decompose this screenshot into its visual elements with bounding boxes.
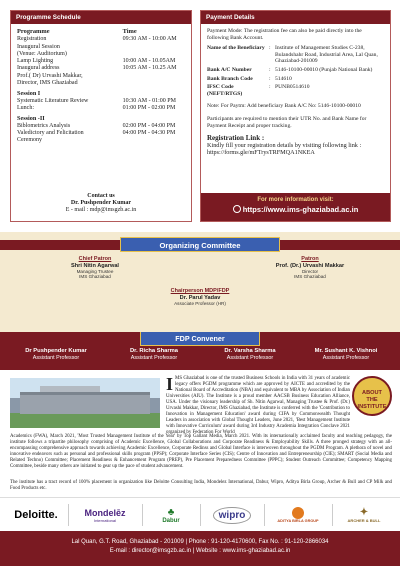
bank-field-separator: : bbox=[269, 66, 271, 73]
bank-field-value: Institute of Management Studies C-238, Bulandshahr Road, Industrial Area, Lal Quan, Ghaziabad-201009 bbox=[275, 45, 378, 65]
logo-divider bbox=[68, 504, 69, 526]
schedule-item-label: Biblometrics Analysis bbox=[17, 122, 71, 129]
bank-field-separator: : bbox=[269, 75, 271, 82]
schedule-item-time: 10:05 AM - 10.25 AM bbox=[122, 65, 177, 72]
bank-field-label: Bank Branch Code bbox=[207, 75, 253, 82]
chief-patron-role: Chief Patron bbox=[78, 256, 112, 262]
schedule-item-time: 10:00 AM - 10.05AM bbox=[122, 58, 176, 65]
chairperson bbox=[140, 288, 260, 306]
chief-patron-desig-1: Managing Trustee bbox=[76, 269, 114, 274]
fdp-title: FDP Convener bbox=[140, 332, 260, 346]
chief-patron bbox=[40, 256, 150, 279]
schedule-item-label: (Venue: Auditorium) bbox=[17, 50, 67, 57]
bank-field-value: PUNB0514610 bbox=[275, 84, 310, 91]
schedule-row bbox=[17, 36, 186, 43]
chief-patron-name: Shri Nitin Agarwal bbox=[71, 263, 119, 269]
about-institute-section bbox=[0, 370, 400, 497]
schedule-row bbox=[17, 51, 186, 58]
schedule-head-time: Time bbox=[122, 28, 137, 35]
schedule-head-programme: Programme bbox=[17, 28, 50, 35]
aditya-birla-logo bbox=[268, 504, 328, 526]
about-badge bbox=[352, 376, 392, 416]
convener-1 bbox=[6, 348, 106, 361]
bank-details-grid bbox=[207, 45, 384, 97]
schedule-item-time bbox=[123, 44, 186, 51]
paytm-note: Note: For Paytm: Add beneficiary Bank A/C No: 5146-10100-00010 bbox=[207, 103, 361, 110]
contact-email[interactable]: E - mail : mdp@imsgzb.ac.in bbox=[65, 207, 137, 213]
bank-field-label: Name of the Beneficiary bbox=[207, 45, 265, 52]
bank-field-separator: : bbox=[269, 84, 271, 91]
schedule-item-time bbox=[123, 73, 186, 80]
utr-note: Participants are required to mention their UTR No. and Bank Name for Payment Receipt and proper tracking. bbox=[207, 115, 367, 129]
patron-desig-2: IMS Ghaziabad bbox=[294, 274, 326, 279]
dropcap: I bbox=[166, 374, 174, 394]
schedule-item-label: Registration bbox=[17, 36, 47, 43]
schedule-item-time bbox=[123, 80, 186, 87]
schedule-item-label: Valedictory and Felicitation bbox=[17, 129, 84, 136]
convener-3 bbox=[200, 348, 300, 361]
globe-icon bbox=[233, 205, 241, 213]
footer-address: Lal Quan, G.T. Road, Ghaziabad - 201009 | Phone : 91-120-4170600, Fax No. : 91-120-2866034 bbox=[71, 539, 329, 545]
contact-name: Dr. Pushpender Kumar bbox=[70, 200, 132, 206]
organizing-committee-section bbox=[0, 232, 400, 332]
convener-desig: Assistant Professor bbox=[130, 355, 178, 361]
about-badge-line-3: INSTITUTE bbox=[357, 404, 387, 410]
schedule-item-label: Ceremony bbox=[17, 137, 42, 144]
schedule-row bbox=[17, 80, 186, 87]
schedule-row bbox=[17, 137, 186, 144]
chairperson-desig: Associate Professor (HR) bbox=[174, 301, 226, 306]
session-1-heading: Session I bbox=[17, 90, 41, 98]
schedule-item-label: Lamp Lighting bbox=[17, 58, 54, 65]
footer bbox=[0, 531, 400, 566]
schedule-item-label: Systematic Literature Review bbox=[17, 97, 89, 104]
schedule-item-time: 01:00 PM - 02:00 PM bbox=[122, 104, 176, 111]
convener-name: Mr. Sushant K. Vishnoi bbox=[314, 348, 378, 354]
about-badge-line-1: ABOUT bbox=[362, 390, 382, 396]
schedule-item-time bbox=[123, 51, 186, 58]
campus-photo bbox=[10, 378, 160, 428]
archer-bull-logo-text: ARCHER & BULL bbox=[347, 518, 381, 523]
patron bbox=[250, 256, 370, 279]
aditya-birla-logo-text: ADITYA BIRLA GROUP bbox=[277, 519, 319, 523]
patron-name: Prof. (Dr.) Urvashi Makkar bbox=[275, 263, 345, 269]
schedule-item-time: 02:00 PM - 04:00 PM bbox=[122, 122, 176, 129]
logo-divider bbox=[142, 504, 143, 526]
wipro-logo bbox=[204, 504, 260, 526]
schedule-row bbox=[17, 58, 186, 65]
more-info-banner bbox=[201, 193, 390, 221]
logo-divider bbox=[264, 504, 265, 526]
logo-divider bbox=[332, 504, 333, 526]
mondelez-logo bbox=[72, 504, 138, 526]
convener-name: Dr. Richa Sharma bbox=[129, 348, 178, 354]
dabur-logo-text: Dabur bbox=[162, 517, 180, 524]
deloitte-logo bbox=[8, 504, 64, 526]
schedule-item-label: Inaugural Session bbox=[17, 43, 60, 50]
archer-bull-logo bbox=[336, 504, 392, 526]
website-url[interactable]: https://www.ims-ghaziabad.ac.in bbox=[242, 205, 359, 214]
top-section bbox=[0, 0, 400, 232]
programme-schedule-box bbox=[10, 10, 192, 222]
contact-label: Contact us bbox=[87, 193, 115, 199]
payment-details-box bbox=[200, 10, 391, 222]
deloitte-logo-text: Deloitte. bbox=[14, 509, 58, 521]
recruiter-logos-strip bbox=[0, 497, 400, 531]
schedule-row bbox=[17, 105, 186, 112]
schedule-row bbox=[17, 73, 186, 80]
schedule-item-time: 10:30 AM - 01:00 PM bbox=[122, 97, 176, 104]
session-2-heading: Session -II bbox=[17, 115, 45, 123]
schedule-row bbox=[17, 44, 186, 51]
sun-icon bbox=[292, 507, 304, 519]
about-p1: MS Ghaziabad is one of the trusted Business Schools in India with 31 years of academic legacy offers PGDM programme which are approved by AICTE and accredited by the National Board of Accreditation (NBA) and equivalent to MBA by Association of Indian Universities (AIU). The Institute is a proud member AACSB Business Education Alliance, USA. Under the visionary leadership of Sh. Nitin Agarwal, Managing Trustee & Prof. (Dr.) Urvashi Makkar, Director, IMS Ghaziabad, the Institute is conferred with the 'Contribution to Innovation in Management Education' award during CIFA by Commonwealth Thought Leaders in association with Global Thought Leaders, June 2021, 'Best Management Institute with Innovative Curriculum' award during 3rd Industry Academia Integration Conclave 2021 organized by Federation For World bbox=[166, 376, 350, 435]
registration-link-text[interactable]: Kindly fill your registration details by visiting following link : https://forms.gle/mFTrysTRFMQA1NKEA bbox=[207, 141, 362, 157]
schedule-row bbox=[17, 65, 186, 72]
convener-desig: Assistant Professor bbox=[322, 355, 370, 361]
schedule-row bbox=[17, 130, 186, 137]
about-paragraph-2: Academics (FWA), March 2021, 'Most Trusted Management Institute of the Year' by Top Gallant Media, March 2021. With its internationally acclaimed faculty and teaching pedagogy, the institute follows a tripartite philosophy comprising of Academic Excellence, Global Collaborations and Corporate Readiness & Employability Skills. A three pronged strategy with an all-encompassing comprehensive approach towards achieving Academic Excellence, Corporate Redinss and Global Interface is interwoven throughout the PGDM Program. A plethora of novel and innovative endeavors such as personal and professional skills program (PPSP); Corporate Interface Series (CIS); Centre of Innovation and Entrepreneurship (CIE); SMART (Social Media and Related Techno) Committee; Placement Readiness & Enhancement Program (PREP), Pre Placement Preparedness Committee (PPPC); Student Outreach Committee; Competency Mapping Committee, beside many others are initiated to gear up the pace of student advancement. bbox=[10, 434, 392, 469]
fdp-convener-section bbox=[0, 332, 400, 370]
chairperson-role: Chairperson MDP/FDP bbox=[170, 288, 230, 294]
chief-patron-desig-2: IMS Ghaziabad bbox=[79, 274, 111, 279]
chairperson-name: Dr. Parul Yadav bbox=[179, 295, 221, 301]
schedule-item-time: 09:30 AM - 10:00 AM bbox=[122, 36, 177, 43]
convener-desig: Assistant Professor bbox=[32, 355, 80, 361]
schedule-title: Programme Schedule bbox=[11, 11, 191, 24]
logo-divider bbox=[200, 504, 201, 526]
registration-link-title: Registration Link : bbox=[207, 134, 265, 143]
schedule-item-time bbox=[123, 137, 186, 144]
contact-block bbox=[11, 193, 191, 214]
schedule-item-label: Lunch: bbox=[17, 104, 34, 111]
bank-field-label: Bank A/C Number bbox=[207, 66, 252, 73]
bank-field-separator: : bbox=[269, 45, 271, 52]
schedule-row bbox=[17, 98, 186, 105]
footer-contact[interactable]: E-mail : director@imsgzb.ac.in | Website : www.ims-ghaziabad.ac.in bbox=[109, 548, 291, 554]
more-info-label: For more information visit: bbox=[257, 197, 334, 203]
payment-intro: Payment Mode: The registration fee can also be paid directly into the following Bank Account. bbox=[207, 28, 362, 41]
dabur-logo bbox=[146, 504, 196, 526]
bank-field-value: 5146-10100-00010 (Punjab National Bank) bbox=[275, 66, 373, 73]
committee-title: Organizing Committee bbox=[120, 237, 280, 252]
patron-role: Patron bbox=[301, 256, 319, 262]
schedule-row bbox=[17, 123, 186, 130]
campus-building bbox=[20, 392, 150, 414]
payment-title: Payment Details bbox=[201, 11, 390, 24]
about-paragraph-1 bbox=[166, 376, 350, 436]
about-badge-line-2: THE bbox=[366, 397, 378, 403]
bank-field-label: IFSC Code (NEFT/RTGS) bbox=[207, 84, 243, 97]
schedule-item-label: Director, IMS Ghaziabad bbox=[17, 80, 78, 87]
convener-name: Dr Pushpender Kumar bbox=[25, 348, 87, 354]
convener-desig: Assistant Professor bbox=[226, 355, 274, 361]
convener-2 bbox=[104, 348, 204, 361]
schedule-item-label: Prof.( Dr) Urvashi Makkar, bbox=[17, 72, 83, 79]
website-link[interactable] bbox=[201, 205, 390, 214]
mondelez-logo-subtext: International bbox=[93, 517, 116, 523]
schedule-item-time: 04:00 PM - 04:30 PM bbox=[122, 129, 176, 136]
convener-name: Dr. Varsha Sharma bbox=[224, 348, 276, 354]
tree-icon: ♣ bbox=[167, 506, 175, 518]
wipro-text: wipro bbox=[213, 507, 252, 524]
archer-icon: ✦ bbox=[359, 507, 369, 518]
bank-field-value: 514610 bbox=[275, 75, 292, 82]
convener-4 bbox=[296, 348, 396, 361]
mondelez-logo-text: Mondelēz bbox=[84, 507, 126, 518]
schedule-item-label: Inaugural address bbox=[17, 65, 60, 72]
about-paragraph-3: The institute has a tract record of 100% placement in organization like Deloitte Consulting India, Mondelez International, Dabur, Wipro, Aditya Birla Group, Archer & Bull and CP Milk and Food Products etc. bbox=[10, 480, 392, 491]
patron-desig-1: Director bbox=[301, 269, 319, 274]
